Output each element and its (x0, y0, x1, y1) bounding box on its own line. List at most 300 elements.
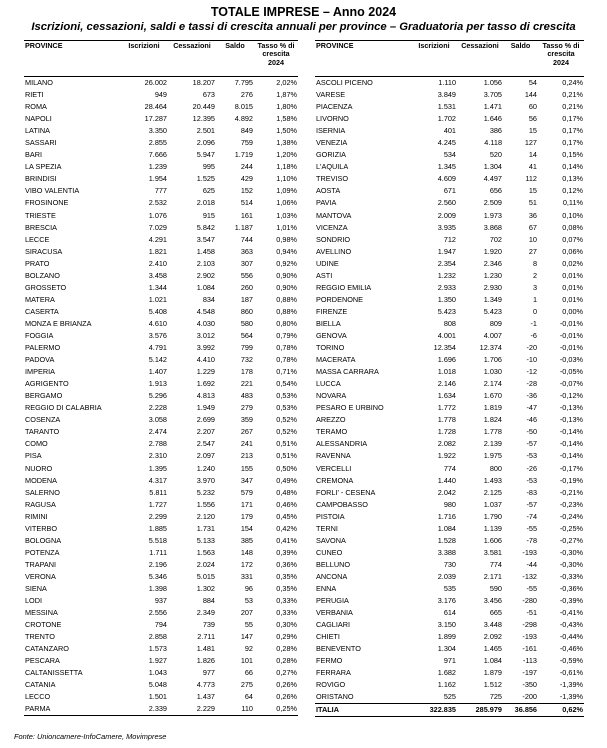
cell-tasso: -0,39% (559, 596, 583, 606)
table-row (315, 571, 584, 583)
cell-tasso: 0,45% (276, 511, 297, 521)
cell-tasso: 0,62% (538, 704, 584, 717)
table-row (24, 547, 298, 559)
cell-province: SASSARI (25, 138, 57, 148)
cell-province: SONDRIO (316, 234, 351, 244)
cell-saldo: -50 (526, 427, 537, 437)
col-header-saldo: Saldo (216, 41, 254, 77)
cell-province: PISA (25, 451, 42, 461)
cell-cessazioni: 3.970 (196, 475, 215, 485)
cell-iscrizioni: 3.058 (148, 415, 167, 425)
cell-cessazioni: 2.024 (196, 559, 215, 569)
cell-cessazioni: 590 (489, 583, 502, 593)
cell-cessazioni: 4.813 (196, 391, 215, 401)
cell-saldo: 267 (240, 427, 253, 437)
cell-cessazioni: 1.030 (483, 367, 502, 377)
cell-tasso: 0,00% (562, 306, 583, 316)
table-row (315, 318, 584, 330)
cell-province: ROMA (25, 102, 47, 112)
cell-province: PALERMO (25, 343, 61, 353)
cell-iscrizioni: 2.082 (437, 439, 456, 449)
cell-province: CREMONA (316, 475, 354, 485)
cell-cessazioni: 1.826 (196, 656, 215, 666)
cell-province: ORISTANO (316, 692, 354, 702)
cell-iscrizioni: 730 (443, 559, 456, 569)
cell-province: VERBANIA (316, 608, 353, 618)
cell-saldo: 7.795 (234, 78, 253, 87)
cell-saldo: 178 (240, 367, 253, 377)
cell-tasso: 0,35% (276, 583, 297, 593)
table-row (315, 667, 584, 679)
page-title: TOTALE IMPRESE – Anno 2024 (210, 5, 397, 19)
table-row (24, 559, 298, 571)
cell-iscrizioni: 1.913 (148, 379, 167, 389)
cell-iscrizioni: 1.682 (437, 668, 456, 678)
cell-tasso: -0,01% (559, 343, 583, 353)
cell-iscrizioni: 1.018 (437, 367, 456, 377)
cell-tasso: 0,35% (276, 571, 297, 581)
table-row (24, 703, 298, 716)
cell-iscrizioni: 1.778 (437, 415, 456, 425)
cell-province: LATINA (25, 126, 51, 136)
table-row (315, 342, 584, 354)
cell-province: FERMO (316, 656, 343, 666)
cell-iscrizioni: 2.228 (148, 403, 167, 413)
cell-saldo: 359 (240, 415, 253, 425)
cell-tasso: 0,94% (276, 246, 297, 256)
cell-cessazioni: 1.481 (196, 644, 215, 654)
cell-saldo: 41 (528, 162, 537, 172)
cell-tasso: 0,36% (276, 559, 297, 569)
cell-cessazioni: 2.902 (196, 270, 215, 280)
cell-tasso: -0,17% (559, 463, 583, 473)
cell-saldo: 207 (240, 608, 253, 618)
cell-cessazioni: 2.547 (196, 439, 215, 449)
table-row (24, 523, 298, 535)
cell-province: LUCCA (316, 379, 341, 389)
cell-iscrizioni: 1.821 (148, 246, 167, 256)
cell-province: ALESSANDRIA (316, 439, 368, 449)
cell-tasso: -0,05% (559, 367, 583, 377)
cell-iscrizioni: 1.395 (148, 463, 167, 473)
cell-iscrizioni: 1.696 (437, 355, 456, 365)
cell-saldo: 10 (528, 234, 537, 244)
table-row (315, 414, 584, 426)
cell-saldo: 64 (244, 692, 253, 702)
table-row (315, 487, 584, 499)
cell-saldo: -46 (526, 415, 537, 425)
table-row (315, 222, 584, 234)
cell-saldo: 2 (532, 270, 537, 280)
cell-cessazioni: 2.509 (483, 198, 502, 208)
table-row (24, 583, 298, 595)
cell-tasso: 0,52% (276, 415, 297, 425)
cell-tasso: 1,10% (276, 174, 297, 184)
cell-tasso: 0,01% (562, 270, 583, 280)
table-row (24, 234, 298, 246)
cell-saldo: 53 (244, 596, 253, 606)
cell-iscrizioni: 774 (443, 463, 456, 473)
cell-cessazioni: 1.471 (483, 102, 502, 112)
col-header-tasso: Tasso % di crescita 2024 (538, 41, 584, 77)
cell-saldo: 0 (532, 306, 537, 316)
cell-iscrizioni: 808 (443, 318, 456, 328)
cell-saldo: 147 (240, 632, 253, 642)
cell-saldo: -6 (530, 330, 537, 340)
cell-cessazioni: 2.171 (483, 571, 502, 581)
table-row (24, 679, 298, 691)
cell-iscrizioni: 2.354 (437, 258, 456, 268)
cell-cessazioni: 5.232 (196, 487, 215, 497)
table-row (315, 258, 584, 270)
cell-tasso: 0,30% (276, 620, 297, 630)
cell-cessazioni: 1.525 (196, 174, 215, 184)
cell-province: GENOVA (316, 330, 347, 340)
cell-tasso: 0,17% (562, 138, 583, 148)
cell-cessazioni: 1.229 (196, 367, 215, 377)
table-row (315, 402, 584, 414)
cell-saldo: 275 (240, 680, 253, 690)
cell-tasso: -0,44% (559, 632, 583, 642)
cell-tasso: -0,19% (559, 475, 583, 485)
cell-iscrizioni: 1.344 (148, 282, 167, 292)
cell-tasso: 0,29% (276, 632, 297, 642)
cell-saldo: 221 (240, 379, 253, 389)
cell-province: BELLUNO (316, 559, 351, 569)
cell-province: FIRENZE (316, 306, 348, 316)
cell-province: BIELLA (316, 318, 341, 328)
cell-tasso: -0,14% (559, 439, 583, 449)
cell-province: LA SPEZIA (25, 162, 62, 172)
cell-province: NOVARA (316, 391, 347, 401)
cell-province: VITERBO (25, 523, 58, 533)
cell-iscrizioni: 4.245 (437, 138, 456, 148)
cell-cessazioni: 1.731 (196, 523, 215, 533)
cell-cessazioni: 2.930 (483, 282, 502, 292)
table-row (315, 450, 584, 462)
table-row (24, 450, 298, 462)
cell-province: SIENA (25, 583, 47, 593)
cell-iscrizioni: 1.021 (148, 294, 167, 304)
cell-iscrizioni: 1.531 (437, 102, 456, 112)
cell-province: REGGIO EMILIA (316, 282, 372, 292)
cell-saldo: 347 (240, 475, 253, 485)
cell-cessazioni: 1.465 (483, 644, 502, 654)
cell-iscrizioni: 1.727 (148, 499, 167, 509)
cell-saldo: 92 (244, 644, 253, 654)
col-header-cessazioni: Cessazioni (168, 41, 216, 77)
cell-province: VICENZA (316, 222, 348, 232)
cell-province: VARESE (316, 90, 346, 100)
cell-province: LODI (25, 596, 43, 606)
table-header-row (315, 41, 584, 77)
cell-tasso: -0,23% (559, 499, 583, 509)
cell-province: RAVENNA (316, 451, 351, 461)
cell-tasso: 1,87% (276, 90, 297, 100)
cell-saldo: -74 (526, 511, 537, 521)
cell-iscrizioni: 2.310 (148, 451, 167, 461)
cell-tasso: 0,80% (276, 318, 297, 328)
cell-iscrizioni: 1.954 (148, 174, 167, 184)
cell-province: MANTOVA (316, 210, 352, 220)
cell-tasso: 0,88% (276, 306, 297, 316)
cell-iscrizioni: 5.423 (437, 306, 456, 316)
cell-iscrizioni: 3.350 (148, 126, 167, 136)
cell-iscrizioni: 937 (154, 596, 167, 606)
cell-tasso: 0,98% (276, 234, 297, 244)
cell-saldo: 213 (240, 451, 253, 461)
table-row (24, 101, 298, 113)
cell-cessazioni: 1.084 (196, 282, 215, 292)
cell-iscrizioni: 1.345 (437, 162, 456, 172)
cell-cessazioni: 4.007 (483, 330, 502, 340)
cell-province: TRENTO (25, 632, 55, 642)
cell-iscrizioni: 4.791 (148, 343, 167, 353)
cell-cessazioni: 520 (489, 150, 502, 160)
cell-province: CASERTA (25, 306, 59, 316)
col-header-province: PROVINCE (24, 41, 120, 77)
cell-tasso: 1,50% (276, 126, 297, 136)
cell-saldo: 127 (524, 138, 537, 148)
cell-tasso: 0,79% (276, 330, 297, 340)
cell-cessazioni: 1.349 (483, 294, 502, 304)
cell-iscrizioni: 5.142 (148, 355, 167, 365)
cell-saldo: 55 (244, 620, 253, 630)
cell-cessazioni: 3.868 (483, 222, 502, 232)
table-row (315, 173, 584, 185)
cell-tasso: -0,27% (559, 535, 583, 545)
cell-cessazioni: 4.773 (196, 680, 215, 690)
cell-province: PERUGIA (316, 596, 349, 606)
table-row (315, 330, 584, 342)
cell-tasso: 0,21% (562, 90, 583, 100)
cell-iscrizioni: 5.048 (148, 680, 167, 690)
cell-saldo: 154 (240, 523, 253, 533)
cell-saldo: 161 (240, 210, 253, 220)
cell-cessazioni: 774 (489, 559, 502, 569)
cell-cessazioni: 625 (202, 186, 215, 196)
cell-iscrizioni: 1.043 (148, 668, 167, 678)
cell-cessazioni: 1.493 (483, 475, 502, 485)
table-row (315, 270, 584, 282)
cell-province: ENNA (316, 583, 337, 593)
cell-cessazioni: 5.133 (196, 535, 215, 545)
cell-saldo: 1.187 (234, 222, 253, 232)
cell-province: MACERATA (316, 355, 356, 365)
cell-saldo: 36 (528, 210, 537, 220)
cell-saldo: -51 (526, 608, 537, 618)
table-row (315, 246, 584, 258)
table-row (315, 619, 584, 631)
cell-province: RAGUSA (25, 499, 56, 509)
cell-iscrizioni: 949 (154, 90, 167, 100)
cell-province: PADOVA (25, 355, 55, 365)
cell-saldo: 241 (240, 439, 253, 449)
cell-tasso: 0,71% (276, 367, 297, 377)
cell-iscrizioni: 3.935 (437, 222, 456, 232)
cell-province: VERCELLI (316, 463, 352, 473)
table-row (24, 655, 298, 667)
table-row (24, 631, 298, 643)
cell-iscrizioni: 401 (443, 126, 456, 136)
cell-iscrizioni: 2.933 (437, 282, 456, 292)
cell-province: LECCE (25, 234, 50, 244)
cell-tasso: 0,78% (276, 355, 297, 365)
cell-saldo: 8 (532, 258, 537, 268)
cell-saldo: 860 (240, 306, 253, 316)
table-row (24, 402, 298, 414)
cell-tasso: -0,46% (559, 644, 583, 654)
cell-iscrizioni: 1.772 (437, 403, 456, 413)
cell-cessazioni: 1.670 (483, 391, 502, 401)
table-header-row (24, 41, 298, 77)
cell-iscrizioni: 980 (443, 499, 456, 509)
cell-saldo: 172 (240, 559, 253, 569)
total-label: ITALIA (315, 704, 411, 717)
table-row (24, 294, 298, 306)
table-row (24, 571, 298, 583)
cell-iscrizioni: 2.042 (437, 487, 456, 497)
cell-saldo: 66 (244, 668, 253, 678)
cell-cessazioni: 915 (202, 210, 215, 220)
cell-province: BOLZANO (25, 270, 60, 280)
table-row (24, 595, 298, 607)
cell-tasso: -0,21% (559, 487, 583, 497)
cell-cessazioni: 12.395 (192, 114, 215, 124)
cell-cessazioni: 2.018 (196, 198, 215, 208)
cell-saldo: 15 (528, 186, 537, 196)
cell-province: TRIESTE (25, 210, 56, 220)
cell-saldo: 1 (532, 294, 537, 304)
table-row (315, 89, 584, 101)
cell-iscrizioni: 712 (443, 234, 456, 244)
table-row (24, 691, 298, 703)
cell-iscrizioni: 2.039 (437, 571, 456, 581)
cell-province: PARMA (24, 703, 120, 716)
cell-iscrizioni: 1.076 (148, 210, 167, 220)
table-row (315, 583, 584, 595)
source-note: Fonte: Unioncamere-InfoCamere, Movimprese (14, 732, 167, 741)
cell-tasso: -0,61% (559, 668, 583, 678)
cell-saldo: 307 (240, 258, 253, 268)
cell-cessazioni: 1.056 (483, 78, 502, 87)
cell-iscrizioni: 1.573 (148, 644, 167, 654)
table-row (315, 354, 584, 366)
cell-saldo: 363 (240, 246, 253, 256)
table-row (24, 619, 298, 631)
cell-cessazioni: 2.120 (196, 511, 215, 521)
table-row (315, 149, 584, 161)
cell-tasso: 0,51% (276, 451, 297, 461)
cell-saldo: 15 (528, 126, 537, 136)
table-row (24, 306, 298, 318)
cell-cessazioni: 1.037 (483, 499, 502, 509)
cell-tasso: 0,24% (562, 78, 583, 87)
table-row (24, 149, 298, 161)
cell-saldo: -193 (522, 632, 537, 642)
cell-cessazioni: 1.139 (483, 523, 502, 533)
table-row (24, 77, 298, 90)
cell-tasso: 0,53% (276, 391, 297, 401)
cell-cessazioni: 4.030 (196, 318, 215, 328)
cell-cessazioni: 5.842 (196, 222, 215, 232)
cell-saldo: 54 (528, 78, 537, 87)
cell-tasso: -0,24% (559, 511, 583, 521)
cell-tasso: -0,25% (559, 523, 583, 533)
cell-saldo: 171 (240, 499, 253, 509)
cell-cessazioni: 18.207 (192, 78, 215, 87)
cell-cessazioni: 1.879 (483, 668, 502, 678)
cell-iscrizioni: 1.162 (437, 680, 456, 690)
cell-tasso: 0,15% (562, 150, 583, 160)
cell-tasso: 0,54% (276, 379, 297, 389)
cell-saldo: 3 (532, 282, 537, 292)
cell-saldo: -53 (526, 475, 537, 485)
cell-province: MODENA (25, 475, 58, 485)
cell-province: FERRARA (316, 668, 351, 678)
cell-iscrizioni: 5.518 (148, 535, 167, 545)
cell-province: PIACENZA (316, 102, 353, 112)
cell-tasso: 0,48% (276, 487, 297, 497)
cell-tasso: 0,27% (276, 668, 297, 678)
cell-cessazioni: 3.448 (483, 620, 502, 630)
cell-cessazioni: 1.778 (483, 427, 502, 437)
cell-saldo: 849 (240, 126, 253, 136)
table-row (315, 559, 584, 571)
table-row (315, 595, 584, 607)
cell-province: RIMINI (25, 511, 48, 521)
cell-tasso: 0,08% (562, 222, 583, 232)
cell-saldo: 556 (240, 270, 253, 280)
cell-saldo: 187 (240, 294, 253, 304)
cell-iscrizioni: 1.728 (437, 427, 456, 437)
cell-province: MILANO (25, 78, 53, 87)
cell-saldo: 260 (240, 282, 253, 292)
cell-iscrizioni: 1.885 (148, 523, 167, 533)
cell-iscrizioni: 4.291 (148, 234, 167, 244)
cell-cessazioni: 1.706 (483, 355, 502, 365)
cell-tasso: 0,01% (562, 294, 583, 304)
cell-cessazioni: 5.423 (483, 306, 502, 316)
cell-iscrizioni: 2.339 (120, 703, 168, 716)
cell-province: ASCOLI PICENO (316, 78, 373, 87)
table-row (24, 390, 298, 402)
cell-cessazioni: 3.705 (483, 90, 502, 100)
cell-saldo: -28 (526, 379, 537, 389)
cell-tasso: 1,58% (276, 114, 297, 124)
cell-cessazioni: 3.581 (483, 547, 502, 557)
cell-cessazioni: 1.556 (196, 499, 215, 509)
cell-saldo: 744 (240, 234, 253, 244)
table-row (315, 643, 584, 655)
cell-province: SALERNO (25, 487, 60, 497)
cell-iscrizioni: 3.388 (437, 547, 456, 557)
table-row (24, 125, 298, 137)
cell-saldo: -57 (526, 499, 537, 509)
cell-iscrizioni: 2.410 (148, 258, 167, 268)
cell-saldo: -132 (522, 571, 537, 581)
table-row (24, 643, 298, 655)
cell-province: TARANTO (25, 427, 60, 437)
cell-cessazioni: 3.547 (196, 234, 215, 244)
col-header-iscrizioni: Iscrizioni (411, 41, 457, 77)
cell-iscrizioni: 3.176 (437, 596, 456, 606)
table-row (24, 511, 298, 523)
table-row (315, 655, 584, 667)
cell-iscrizioni: 1.501 (148, 692, 167, 702)
cell-tasso: -0,30% (559, 547, 583, 557)
cell-tasso: 0,07% (562, 234, 583, 244)
